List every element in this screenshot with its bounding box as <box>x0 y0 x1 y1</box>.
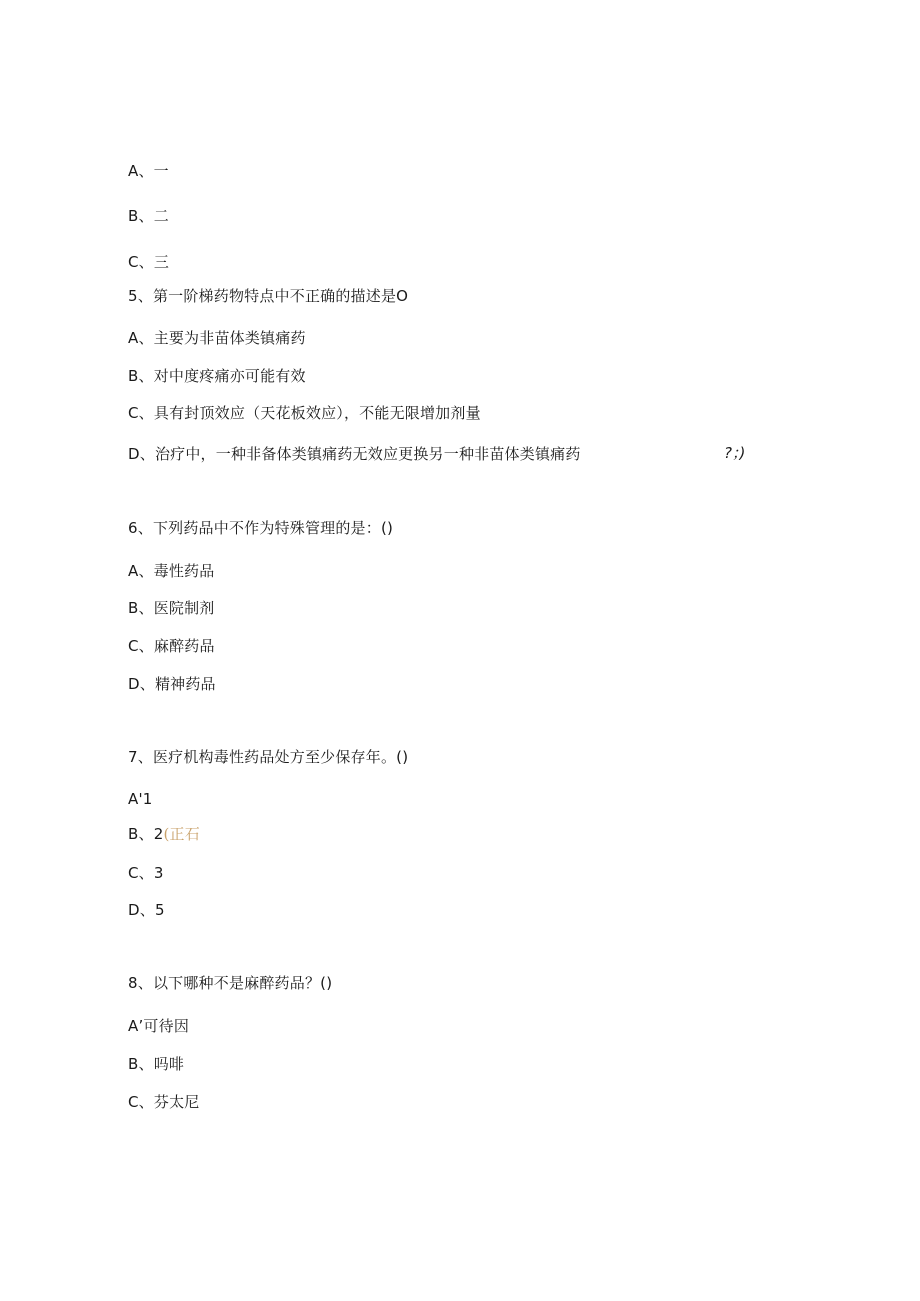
q8-question: 8、以下哪种不是麻醉药品？() <box>128 974 333 992</box>
q4-option-b: B、二 <box>128 207 169 225</box>
q6-option-d: D、精神药品 <box>128 675 216 693</box>
q8-option-b: B、吗啡 <box>128 1055 185 1073</box>
q7-option-d: D、5 <box>128 901 165 919</box>
q6-question: 6、下列药品中不作为特殊管理的是：() <box>128 519 394 537</box>
q6-option-b: B、医院制剂 <box>128 599 215 617</box>
q7-option-b <box>128 824 200 844</box>
q7-option-c: C、3 <box>128 864 164 882</box>
q8-option-a: A’可待因 <box>128 1017 190 1035</box>
q7-question: 7、医疗机构毒性药品处方至少保存年。() <box>128 748 409 766</box>
q7-option-b-label: B、2 <box>128 825 164 843</box>
q4-option-c: C、三 <box>128 253 170 271</box>
q8-option-c: C、芬太尼 <box>128 1093 200 1111</box>
q5-trailing-mark: ?；) <box>724 444 746 462</box>
q5-option-b: B、对中度疼痛亦可能有效 <box>128 367 306 385</box>
q5-question: 5、第一阶梯药物特点中不正确的描述是O <box>128 287 409 305</box>
q5-option-c: C、具有封顶效应（天花板效应），不能无限增加剂量 <box>128 404 481 422</box>
q5-option-a: A、主要为非苗体类镇痛药 <box>128 329 306 347</box>
q6-option-a: A、毒性药品 <box>128 562 215 580</box>
q4-option-a: A、一 <box>128 162 169 180</box>
q7-option-a: A'1 <box>128 790 153 808</box>
q5-option-d: D、治疗中，一种非备体类镇痛药无效应更换另一种非苗体类镇痛药 <box>128 445 581 463</box>
q6-option-c: C、麻醉药品 <box>128 637 215 655</box>
handwritten-annotation: (正石 <box>163 825 200 843</box>
